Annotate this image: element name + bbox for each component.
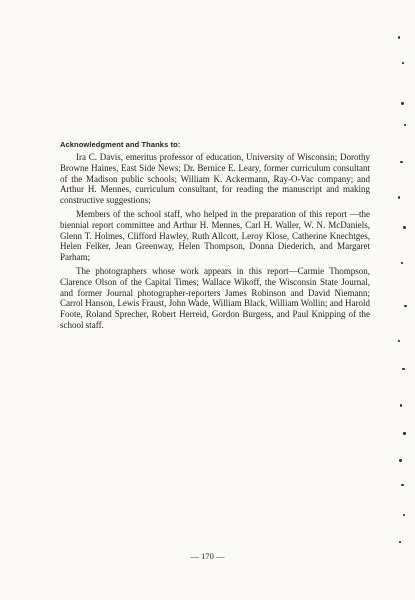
speck xyxy=(401,262,403,264)
speck xyxy=(404,305,407,307)
speck xyxy=(402,62,404,64)
speck xyxy=(399,459,402,462)
acknowledgment-heading: Acknowledgment and Thanks to: xyxy=(60,140,181,149)
speck xyxy=(398,196,400,199)
acknowledgment-body xyxy=(60,152,370,334)
speck xyxy=(403,514,405,516)
speck xyxy=(398,340,400,342)
speck xyxy=(400,161,403,163)
paragraph-reviewers: Ira C. Davis, emeritus professor of education, University of Wisconsin; Dorothy Browne Haines, East Side News; Dr. Bernice E. Leary, former curriculum consultant of the Madison public schools; William K. Ackermann, Ray-O-Vac company; and Arthur H. Mennes, curriculum consultant, for reading the manuscript and making constructive suggestions; xyxy=(60,152,370,206)
speck xyxy=(403,432,406,435)
speck xyxy=(402,368,405,370)
speck xyxy=(401,102,404,105)
paragraph-school-staff: Members of the school staff, who helped in the preparation of this report —the biennial report committee and Arthur H. Mennes, Carl H. Waller, W. N. McDaniels, Glenn T. Holmes, Clifford Hawley, Ruth Allcott, Leroy Klose, Catherine Knechtges, Helen Felker, Jean Greenway, Helen Thompson, Donna Diederich, and Margaret Parham; xyxy=(60,208,370,263)
page-number: — 170 — xyxy=(190,551,225,561)
speck xyxy=(400,404,402,407)
speck xyxy=(399,541,401,543)
speck xyxy=(401,484,404,486)
speck xyxy=(403,226,406,229)
paragraph-photographers: The photographers whose work appears in this report—Carmie Thompson, Clarence Olson of the Capital Times; Wallace Wikoff, the Wisconsin State Journal, and former Journal photographer-reporters James Robinson and David Niemann; Carrol Hanson, Lewis Fraust, John Wade, William Black, William Wollin; and Harold Foote, Roland Sprecher, Robert Herreid, Gordon Burgess, and Paul Knipping of the school staff. xyxy=(60,265,370,330)
speck xyxy=(398,36,400,39)
speck xyxy=(404,124,406,126)
